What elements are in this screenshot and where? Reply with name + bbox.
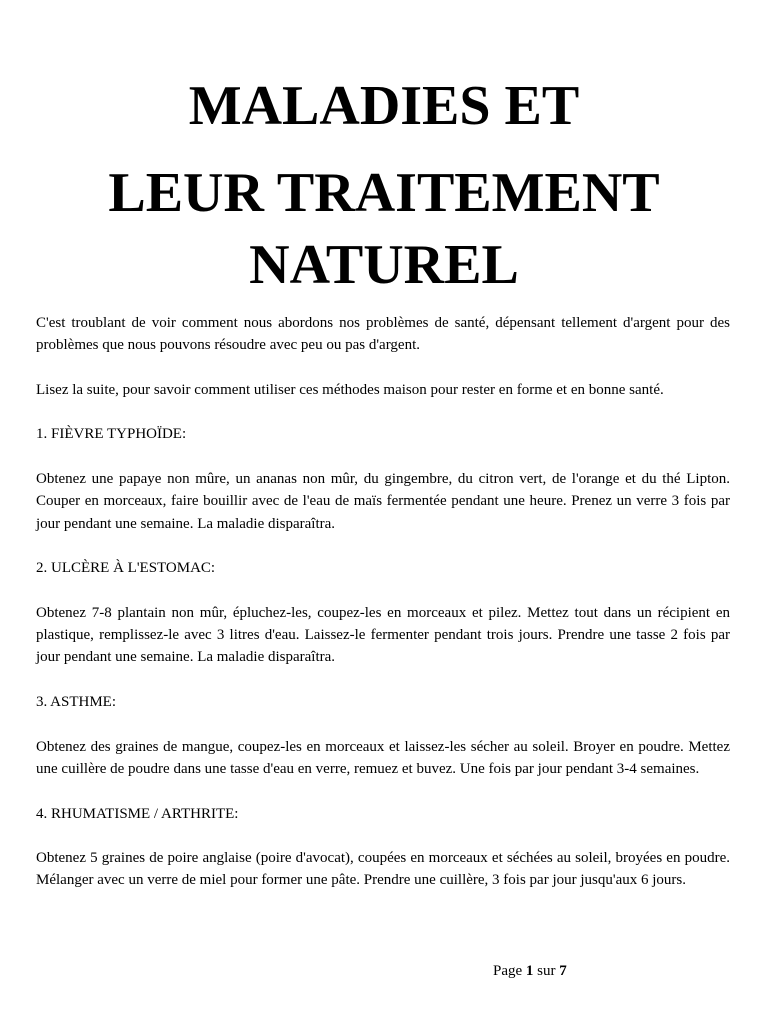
document-title-line-1: MALADIES ET bbox=[188, 75, 580, 137]
section-body-ulcer: Obtenez 7-8 plantain non mûr, épluchez-les, coupez-les en morceaux et pilez. Mettez tout dans un récipient en plastique, remplissez-le avec 3 litres d'eau. Laissez-le fermenter pendant trois jours. Prendre une tasse 2 fois par jour pendant une semaine. La maladie disparaîtra. bbox=[36, 604, 730, 666]
section-heading-rheumatism: 4. RHUMATISME / ARTHRITE: bbox=[36, 805, 239, 822]
footer-total-pages: 7 bbox=[559, 963, 567, 979]
document-title-line-3: NATUREL bbox=[249, 234, 519, 296]
document-title-line-2: LEUR TRAITEMENT bbox=[108, 162, 660, 224]
intro-paragraph: C'est troublant de voir comment nous abordons nos problèmes de santé, dépensant tellement d'argent pour des problèmes que nous pouvons résoudre avec peu ou pas d'argent. bbox=[36, 315, 730, 354]
footer-of-word: sur bbox=[537, 963, 556, 979]
intro-paragraph: Lisez la suite, pour savoir comment utiliser ces méthodes maison pour rester en forme et en bonne santé. bbox=[36, 381, 664, 398]
section-heading-asthma: 3. ASTHME: bbox=[36, 694, 117, 711]
section-heading-ulcer: 2. ULCÈRE À L'ESTOMAC: bbox=[36, 560, 216, 577]
section-body-rheumatism: Obtenez 5 graines de poire anglaise (poire d'avocat), coupées en morceaux et séchées au soleil, broyées en poudre. Mélanger avec un verre de miel pour former une pâte. Prendre une cuillère, 3 fois par jour jusqu'aux 6 jours. bbox=[36, 850, 730, 889]
footer-page-word: Page bbox=[493, 963, 523, 979]
section-body-typhoid: Obtenez une papaye non mûre, un ananas non mûr, du gingembre, du citron vert, de l'orange et du thé Lipton. Couper en morceaux, faire bouillir avec de l'eau de maïs fermentée pendant une heure. Prenez un verre 3 fois par jour pendant une semaine. La maladie disparaîtra. bbox=[36, 471, 730, 532]
section-heading-typhoid: 1. FIÈVRE TYPHOÏDE: bbox=[36, 426, 187, 443]
footer-current-page: 1 bbox=[525, 963, 534, 979]
document-body bbox=[36, 312, 730, 914]
section-body-asthma: Obtenez des graines de mangue, coupez-les en morceaux et laissez-les sécher au soleil. Broyer en poudre. Mettez une cuillère de poudre dans une tasse d'eau en verre, remuez et buvez. Une fois par jour pendant 3-4 semaines. bbox=[36, 738, 730, 777]
page-footer bbox=[493, 960, 567, 982]
